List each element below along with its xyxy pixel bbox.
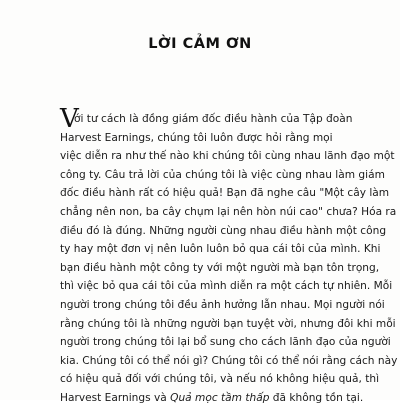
paragraph-line: rằng chúng tôi là những người bạn tuyệt vời, nhưng đôi khi mỗi xyxy=(60,317,396,330)
last-line-after: đã không tồn tại. xyxy=(269,391,364,404)
paragraph-line: công ty. Câu trả lời của chúng tôi là việc cùng nhau làm giám xyxy=(60,168,385,181)
paragraph-line: đốc điều hành rất có hiệu quả! Bạn đã nghe câu "Một cây làm xyxy=(60,187,390,200)
paragraph-line: kia. Chúng tôi có thể nói gì? Chúng tôi có thể nói rằng cách này xyxy=(60,354,398,367)
paragraph-line: bạn điều hành một công ty với một người mà bạn tôn trọng, xyxy=(60,261,380,274)
paragraph-line: thì việc bỏ qua cái tôi của mình diễn ra một cách tự nhiên. Mỗi xyxy=(60,280,393,293)
paragraph-line: điều đó là đúng. Những người cùng nhau điều hành một công xyxy=(60,224,387,237)
paragraph-line: người trong chúng tôi đều ảnh hưởng lẫn nhau. Mọi người nói xyxy=(60,298,385,311)
book-title-italic: Quả mọc tầm thấp xyxy=(170,391,270,404)
paragraph-line: chẳng nên non, ba cây chụm lại nên hòn núi cao" chưa? Hóa ra xyxy=(60,205,397,218)
paragraph-line: việc diễn ra như thế nào khi chúng tôi cùng nhau lãnh đạo một xyxy=(60,150,395,163)
last-line-before: Harvest Earnings và xyxy=(60,391,171,404)
paragraph-line: Harvest Earnings, chúng tôi luôn được hỏi rằng mọi xyxy=(60,131,333,144)
paragraph-line: người trong chúng tôi lại bổ sung cho cách lãnh đạo của người xyxy=(60,336,391,349)
paragraph-line: ới tư cách là đồng giám đốc điều hành của Tập đoàn xyxy=(74,113,353,125)
drop-cap: V xyxy=(60,104,79,134)
page-title: LỜI CẢM ƠN xyxy=(148,36,252,52)
paragraph-line: ty hay một đơn vị nên luôn luôn bỏ qua cái tôi của mình. Khi xyxy=(60,243,381,256)
paragraph-line: có hiệu quả đối với chúng tôi, và nếu nó không hiệu quả, thì xyxy=(60,373,380,386)
acknowledgement-paragraph xyxy=(60,110,398,408)
paragraph-last-line xyxy=(60,389,364,408)
